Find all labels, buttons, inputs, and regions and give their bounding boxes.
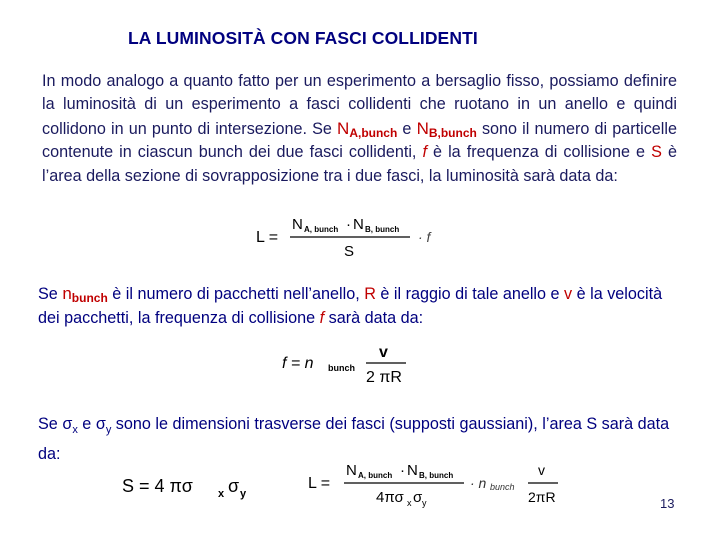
f-symbol-2: f xyxy=(319,309,325,327)
eq4-den-sub-y: y xyxy=(422,498,427,508)
eq4-lhs: L = xyxy=(308,475,331,492)
eq1-den: S xyxy=(344,243,355,260)
eq3-sub-x: x xyxy=(218,488,225,500)
v-symbol: v xyxy=(564,285,573,303)
f-symbol: f xyxy=(422,143,427,162)
frequency-equation xyxy=(280,340,420,390)
eq3-expr: S = 4 πσ xyxy=(122,476,193,496)
eq1-sub1: A, bunch xyxy=(304,225,339,234)
eq2-den: 2 πR xyxy=(366,369,402,386)
eq3-sub-y: y xyxy=(240,488,247,500)
nb-symbol: $N_{B,bunch}$ xyxy=(416,118,477,140)
s-symbol: S xyxy=(651,143,662,162)
eq4-den-a: 4πσ xyxy=(376,489,404,506)
eq4-dot: · xyxy=(400,462,405,479)
r-symbol: R xyxy=(364,285,376,303)
intro-text-a: In modo analogo a quanto fatto per un esperimento a bersaglio fisso, possiamo definire la luminosità di un esperimento a fasci collidenti che ruotano in un anello e quindi collidono in un punto di intersezione. Se xyxy=(42,72,677,138)
eq2-lhs: f = n xyxy=(282,355,314,372)
eq4-n2: N xyxy=(407,462,418,479)
na-symbol: $N_{A,bunch}$ xyxy=(337,118,398,140)
eq1-lhs: L = xyxy=(256,229,279,246)
eq4-den-sub-x: x xyxy=(407,498,412,508)
eq4-sub1: A, bunch xyxy=(358,471,393,480)
eq1-dot: · xyxy=(346,216,351,233)
eq4-mid: · n xyxy=(470,475,487,491)
eq4-den-b: σ xyxy=(413,489,423,506)
eq4-mid-sub: bunch xyxy=(490,482,515,492)
eq4-sub2: B, bunch xyxy=(419,471,454,480)
eq1-tail: · f xyxy=(418,229,431,245)
intro-text-b: sono il numero di particelle contenute in ciascun bunch dei due fasci collidenti, xyxy=(42,119,678,162)
area-equation xyxy=(120,470,260,506)
page-number: 13 xyxy=(660,496,675,511)
sigma-y-symbol: $\sigma_y$ xyxy=(95,415,112,437)
eq2-lhs-sub: bunch xyxy=(328,363,355,373)
eq1-n2: N xyxy=(353,216,364,233)
eq4-num2: v xyxy=(538,462,545,478)
luminosity-equation xyxy=(250,212,450,262)
intro-paragraph xyxy=(42,70,677,188)
intro-text-d: è l’area della sezione di sovrapposizione tra i due fasci, la luminosità sarà data da: xyxy=(42,143,677,185)
intro-text-c: è la frequenza di collisione e xyxy=(426,143,652,162)
nbunch-symbol: $n_{bunch}$ xyxy=(62,284,108,305)
slide-title: LA LUMINOSITÀ CON FASCI COLLIDENTI xyxy=(128,28,478,48)
luminosity-final-equation xyxy=(306,458,566,512)
sigma-x-symbol: $\sigma_x$ xyxy=(62,415,78,437)
frequency-paragraph: Se $n_{bunch}$ è il numero di pacchetti nell’anello, R è il raggio di tale anello e v è la velocità dei pacchetti, la frequenza di collisione f sarà data da: xyxy=(38,284,663,327)
eq3-sigma: σ xyxy=(228,476,240,496)
intro-text-and: e xyxy=(397,119,417,138)
eq1-sub2: B, bunch xyxy=(365,225,400,234)
eq4-den2: 2πR xyxy=(528,489,556,505)
eq2-num: v xyxy=(379,344,388,361)
eq1-n1: N xyxy=(292,216,303,233)
eq4-n1: N xyxy=(346,462,357,479)
area-paragraph: Se $\sigma_x$ e $\sigma_y$ sono le dimensioni trasverse dei fasci (supposti gaussiani), l’area S sarà data da: xyxy=(38,415,670,464)
